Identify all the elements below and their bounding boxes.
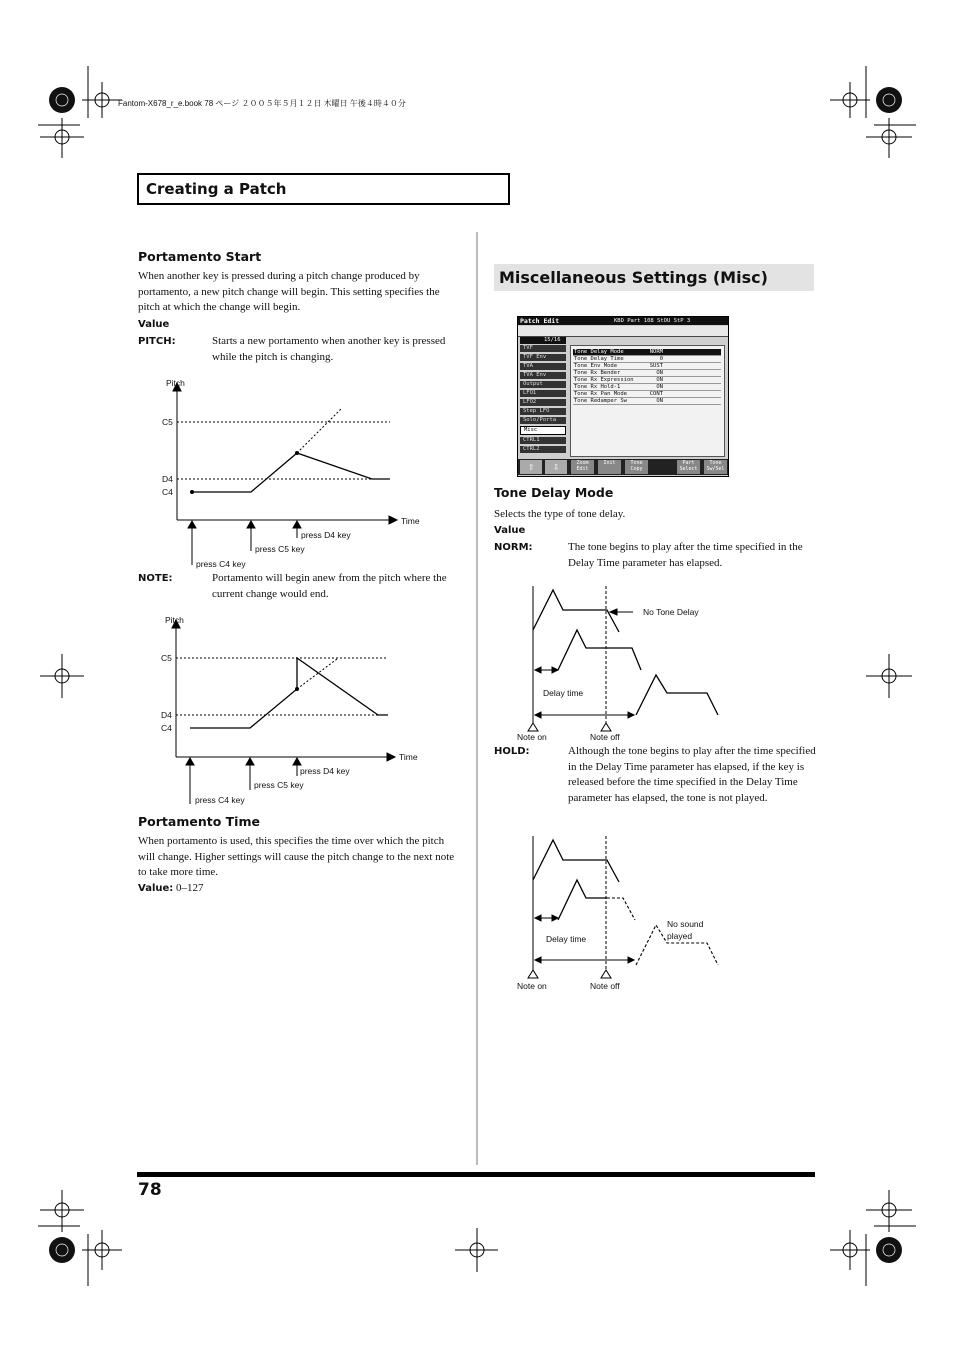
screen-function-button[interactable]: Zoom Edit xyxy=(571,460,594,474)
d2-press-c4: press C4 key xyxy=(195,795,245,805)
no-sound-label-1: No sound xyxy=(667,919,704,929)
screen-menu-item[interactable]: LFO1 xyxy=(520,390,566,397)
header-line: Fantom-X678_r_e.book 78 ページ ２００５年５月１２日 木曜日 午後４時４０分 xyxy=(118,99,406,108)
screen-function-button[interactable]: Init xyxy=(598,460,621,474)
d2-pitch: Pitch xyxy=(165,615,184,625)
chapter-title-box xyxy=(137,173,510,205)
portamento-time-text: When portamento is used, this specifies the time over which the pitch will change. Higher settings will cause the pitch change to the next note to take more time. xyxy=(138,835,455,878)
hold-note-off-label: Note off xyxy=(590,981,620,991)
hold-desc: Although the tone begins to play after the time specified in the Delay Time parameter has elapsed, if the key is released before the time specified in the Delay Time parameter has elapsed, the tone is not played. xyxy=(568,745,816,804)
hold-delay-time-label: Delay time xyxy=(546,934,587,944)
screen-param-row[interactable] xyxy=(573,377,721,384)
d2-time: Time xyxy=(399,752,418,762)
norm-note-off-label: Note off xyxy=(590,732,620,742)
section-title-bar xyxy=(494,264,814,291)
screen-buttons xyxy=(518,459,728,475)
norm-note-on-label: Note on xyxy=(517,732,547,742)
d1-c5: C5 xyxy=(162,417,173,427)
d1-c4: C4 xyxy=(162,487,173,497)
screen-titlebar xyxy=(518,317,728,325)
tone-delay-mode-text: Selects the type of tone delay. xyxy=(494,508,626,520)
portamento-time-value xyxy=(138,882,204,894)
screen-param-name: Tone Env Mode xyxy=(574,363,618,369)
portamento-diagram-2 xyxy=(150,612,460,812)
screen-param-value: NORM xyxy=(649,349,663,355)
pt-value-label: Value: xyxy=(138,883,174,894)
d2-c5: C5 xyxy=(161,653,172,663)
screen-function-button[interactable]: Tone Copy xyxy=(625,460,648,474)
hold-envelope-diagram xyxy=(515,830,735,990)
screen-param-name: Tone Rx Expression xyxy=(574,377,634,383)
screen-param-value: ON xyxy=(656,384,663,390)
screen-menu-item[interactable]: TVA Env xyxy=(520,372,566,379)
screen-param-name: Tone Rx Pan Mode xyxy=(574,391,627,397)
screen-menu-item[interactable]: Step LFO xyxy=(520,408,566,415)
hold-label: HOLD: xyxy=(494,746,530,757)
d1-press-c4: press C4 key xyxy=(196,559,246,569)
screen-menu-item[interactable]: Solo/Porta xyxy=(520,417,566,424)
screen-arrow-down-icon[interactable]: ⇩ xyxy=(545,460,567,474)
screen-menu-item[interactable]: TVF xyxy=(520,345,566,352)
chapter-title: Creating a Patch xyxy=(146,180,287,198)
hold-note-on-label: Note on xyxy=(517,981,547,991)
screen-param-value: 0 xyxy=(659,356,663,362)
note-label: NOTE: xyxy=(138,573,173,584)
tone-delay-mode-heading: Tone Delay Mode xyxy=(494,485,614,500)
screen-param-name: Tone Rx Bender xyxy=(574,370,621,376)
screen-title: Patch Edit xyxy=(520,317,560,325)
pitch-desc: Starts a new portamento when another key is pressed while the pitch is changing. xyxy=(212,335,446,363)
screen-param-row[interactable] xyxy=(573,391,721,398)
screen-param-value: ON xyxy=(656,370,663,376)
d1-d4: D4 xyxy=(162,474,173,484)
screen-param-value: ON xyxy=(656,377,663,383)
screen-params xyxy=(573,349,721,405)
screen-param-row[interactable] xyxy=(573,356,721,363)
screen-menu-item[interactable]: LFO2 xyxy=(520,399,566,406)
screen-menu-item[interactable]: CTRL2 xyxy=(520,446,566,453)
d2-c4: C4 xyxy=(161,723,172,733)
portamento-diagram-1 xyxy=(150,375,460,575)
norm-delay-time-label: Delay time xyxy=(543,688,584,698)
screen-function-button[interactable]: Tone Sw/Sel xyxy=(704,460,727,474)
pitch-label: PITCH: xyxy=(138,336,176,347)
screen-menu-item[interactable]: TVF Env xyxy=(520,354,566,361)
screen-page-indicator-box xyxy=(520,337,566,344)
no-sound-label-2: played xyxy=(667,931,693,941)
screen-param-row[interactable] xyxy=(573,349,721,356)
screen-header-right: KBD Part 108 StOU StP 3 xyxy=(614,318,691,324)
screen-param-name: Tone Delay Mode xyxy=(574,349,624,355)
no-tone-delay-label: No Tone Delay xyxy=(643,607,699,617)
screen-param-value: SUST xyxy=(649,363,663,369)
screen-param-row[interactable] xyxy=(573,384,721,391)
value-label: Value xyxy=(138,319,170,330)
portamento-start-text: When another key is pressed during a pitch change produced by portamento, a new pitch change will begin. This setting specifies the pitch at which the change will begin. xyxy=(138,270,440,313)
screen-param-name: Tone Redamper Sw xyxy=(574,398,627,404)
section-title: Miscellaneous Settings (Misc) xyxy=(499,268,768,287)
portamento-time-heading: Portamento Time xyxy=(138,814,260,829)
d1-time: Time xyxy=(401,516,420,526)
screen-menu-item[interactable]: TVA xyxy=(520,363,566,370)
screen-menu-item[interactable]: Misc xyxy=(520,426,566,435)
screen-arrow-up-icon[interactable]: ⇧ xyxy=(520,460,542,474)
d1-press-c5: press C5 key xyxy=(255,544,305,554)
d2-press-d4: press D4 key xyxy=(300,766,350,776)
tdm-value-label: Value xyxy=(494,525,526,536)
d1-pitch: Pitch xyxy=(166,378,185,388)
norm-label: NORM: xyxy=(494,542,533,553)
portamento-start-heading: Portamento Start xyxy=(138,249,262,264)
screen-function-button[interactable]: Part Select xyxy=(677,460,700,474)
d1-press-d4: press D4 key xyxy=(301,530,351,540)
norm-desc: The tone begins to play after the time specified in the Delay Time parameter has elapsed. xyxy=(568,541,803,569)
pt-value-range: 0–127 xyxy=(176,882,204,894)
d2-press-c5: press C5 key xyxy=(254,780,304,790)
screen-menu-item[interactable]: CTRL1 xyxy=(520,437,566,444)
screen-param-value: CONT xyxy=(649,391,663,397)
screen-page-indicator: 15/16 xyxy=(544,337,561,343)
screen-param-row[interactable] xyxy=(573,370,721,377)
screen-param-row[interactable] xyxy=(573,363,721,370)
screen-param-value: ON xyxy=(656,398,663,404)
screen-param-row[interactable] xyxy=(573,398,721,405)
screen-param-name: Tone Delay Time xyxy=(574,356,624,362)
screen-menu-item[interactable]: Output xyxy=(520,381,566,388)
note-text: Portamento will begin anew from the pitch where the current change would end. xyxy=(212,572,447,600)
screen-param-panel xyxy=(570,345,725,457)
norm-envelope-diagram xyxy=(515,580,735,740)
screen-param-name: Tone Rx Hold-1 xyxy=(574,384,621,390)
patch-edit-screen xyxy=(517,316,729,477)
page-number: 78 xyxy=(138,1180,162,1200)
screen-toolbar xyxy=(518,326,728,337)
d2-d4: D4 xyxy=(161,710,172,720)
screen-menu xyxy=(520,345,566,455)
